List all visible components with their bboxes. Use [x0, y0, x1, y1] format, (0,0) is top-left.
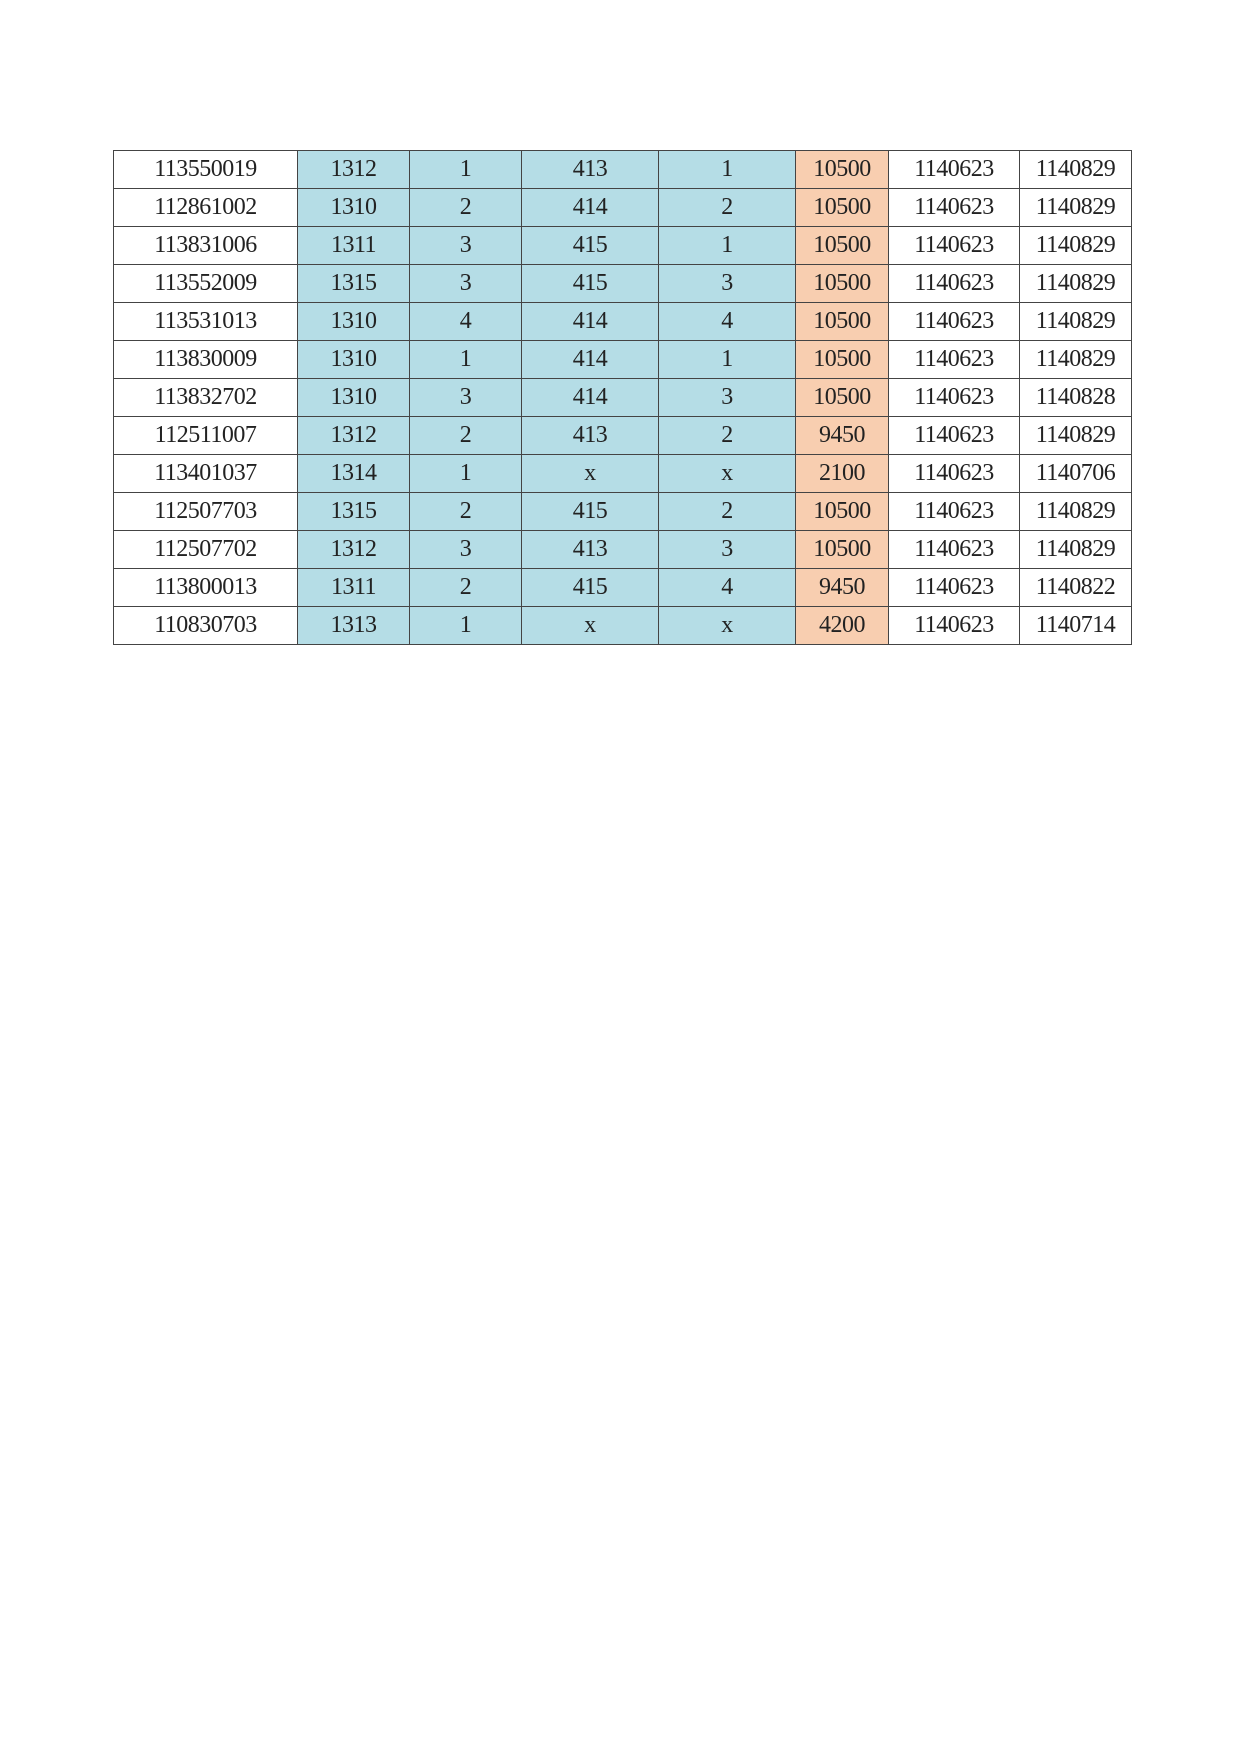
cell-end-date: 1140706 [1020, 455, 1132, 493]
cell-amount: 9450 [796, 417, 889, 455]
cell-end-date: 1140828 [1020, 379, 1132, 417]
cell-class: 2 [659, 417, 796, 455]
cell-code: 1312 [298, 531, 410, 569]
cell-class: 4 [659, 569, 796, 607]
cell-room: 413 [522, 151, 659, 189]
cell-class: 4 [659, 303, 796, 341]
cell-class: 3 [659, 265, 796, 303]
cell-start-date: 1140623 [889, 455, 1020, 493]
cell-grade: 3 [410, 265, 522, 303]
cell-grade: 1 [410, 607, 522, 645]
cell-grade: 4 [410, 303, 522, 341]
cell-start-date: 1140623 [889, 607, 1020, 645]
table-body [114, 151, 1132, 645]
cell-end-date: 1140829 [1020, 493, 1132, 531]
cell-start-date: 1140623 [889, 303, 1020, 341]
table-row [114, 379, 1132, 417]
cell-grade: 3 [410, 379, 522, 417]
cell-class: 1 [659, 227, 796, 265]
cell-amount: 10500 [796, 531, 889, 569]
cell-end-date: 1140829 [1020, 417, 1132, 455]
cell-amount: 10500 [796, 227, 889, 265]
cell-room: 413 [522, 417, 659, 455]
cell-id: 113552009 [114, 265, 298, 303]
cell-room: x [522, 607, 659, 645]
cell-end-date: 1140829 [1020, 227, 1132, 265]
cell-start-date: 1140623 [889, 569, 1020, 607]
cell-amount: 4200 [796, 607, 889, 645]
table-row [114, 417, 1132, 455]
cell-code: 1310 [298, 303, 410, 341]
cell-start-date: 1140623 [889, 531, 1020, 569]
cell-end-date: 1140829 [1020, 531, 1132, 569]
cell-room: 415 [522, 265, 659, 303]
cell-class: 3 [659, 379, 796, 417]
cell-end-date: 1140714 [1020, 607, 1132, 645]
cell-class: x [659, 455, 796, 493]
cell-amount: 10500 [796, 341, 889, 379]
cell-amount: 10500 [796, 265, 889, 303]
cell-id: 112511007 [114, 417, 298, 455]
table-row [114, 227, 1132, 265]
cell-class: 3 [659, 531, 796, 569]
cell-room: 414 [522, 341, 659, 379]
cell-id: 112861002 [114, 189, 298, 227]
cell-amount: 10500 [796, 493, 889, 531]
cell-grade: 2 [410, 417, 522, 455]
cell-class: x [659, 607, 796, 645]
cell-grade: 1 [410, 341, 522, 379]
cell-room: 414 [522, 303, 659, 341]
table-row [114, 151, 1132, 189]
cell-room: 414 [522, 379, 659, 417]
cell-room: 414 [522, 189, 659, 227]
cell-grade: 1 [410, 151, 522, 189]
cell-start-date: 1140623 [889, 417, 1020, 455]
cell-end-date: 1140829 [1020, 151, 1132, 189]
table-row [114, 569, 1132, 607]
cell-code: 1310 [298, 341, 410, 379]
cell-start-date: 1140623 [889, 341, 1020, 379]
cell-id: 113550019 [114, 151, 298, 189]
cell-amount: 10500 [796, 303, 889, 341]
cell-grade: 2 [410, 189, 522, 227]
cell-amount: 10500 [796, 151, 889, 189]
cell-id: 113401037 [114, 455, 298, 493]
cell-room: 415 [522, 227, 659, 265]
cell-start-date: 1140623 [889, 151, 1020, 189]
cell-id: 113830009 [114, 341, 298, 379]
cell-grade: 1 [410, 455, 522, 493]
table-row [114, 455, 1132, 493]
cell-start-date: 1140623 [889, 379, 1020, 417]
cell-grade: 2 [410, 493, 522, 531]
cell-code: 1314 [298, 455, 410, 493]
cell-end-date: 1140829 [1020, 341, 1132, 379]
cell-code: 1311 [298, 569, 410, 607]
cell-code: 1312 [298, 417, 410, 455]
cell-room: 415 [522, 493, 659, 531]
cell-grade: 3 [410, 227, 522, 265]
data-table [113, 150, 1132, 645]
cell-start-date: 1140623 [889, 265, 1020, 303]
table-row [114, 341, 1132, 379]
table-row [114, 531, 1132, 569]
table-row [114, 607, 1132, 645]
cell-grade: 3 [410, 531, 522, 569]
table-row [114, 265, 1132, 303]
cell-code: 1313 [298, 607, 410, 645]
cell-amount: 10500 [796, 379, 889, 417]
cell-room: 413 [522, 531, 659, 569]
cell-code: 1311 [298, 227, 410, 265]
cell-grade: 2 [410, 569, 522, 607]
cell-id: 113531013 [114, 303, 298, 341]
cell-end-date: 1140829 [1020, 189, 1132, 227]
cell-id: 113831006 [114, 227, 298, 265]
cell-start-date: 1140623 [889, 189, 1020, 227]
cell-id: 112507703 [114, 493, 298, 531]
cell-room: 415 [522, 569, 659, 607]
cell-start-date: 1140623 [889, 227, 1020, 265]
cell-id: 113832702 [114, 379, 298, 417]
cell-amount: 2100 [796, 455, 889, 493]
cell-code: 1310 [298, 379, 410, 417]
cell-id: 110830703 [114, 607, 298, 645]
cell-class: 1 [659, 151, 796, 189]
cell-class: 2 [659, 189, 796, 227]
cell-end-date: 1140822 [1020, 569, 1132, 607]
table-row [114, 493, 1132, 531]
cell-start-date: 1140623 [889, 493, 1020, 531]
cell-code: 1315 [298, 265, 410, 303]
cell-end-date: 1140829 [1020, 265, 1132, 303]
cell-id: 112507702 [114, 531, 298, 569]
table-row [114, 303, 1132, 341]
cell-id: 113800013 [114, 569, 298, 607]
cell-class: 1 [659, 341, 796, 379]
cell-code: 1312 [298, 151, 410, 189]
cell-class: 2 [659, 493, 796, 531]
cell-end-date: 1140829 [1020, 303, 1132, 341]
cell-code: 1310 [298, 189, 410, 227]
cell-amount: 10500 [796, 189, 889, 227]
cell-room: x [522, 455, 659, 493]
cell-code: 1315 [298, 493, 410, 531]
cell-amount: 9450 [796, 569, 889, 607]
table-row [114, 189, 1132, 227]
